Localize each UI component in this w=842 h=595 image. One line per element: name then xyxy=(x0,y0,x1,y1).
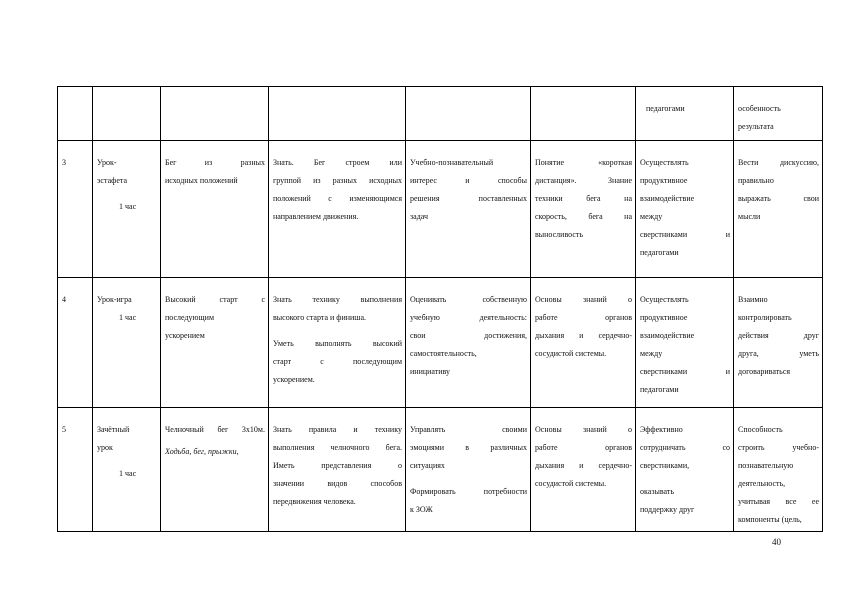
cell-line: свои достижения, xyxy=(410,331,527,340)
cell-line: контролировать xyxy=(738,313,792,322)
cell-content xyxy=(161,408,269,532)
cell-line: продуктивное xyxy=(640,313,688,322)
cell-line: сверстниками и xyxy=(640,230,730,239)
cell-line: техники бега на xyxy=(535,194,632,203)
cell-line: Понятие «короткая xyxy=(535,158,632,167)
cell-regulative xyxy=(734,278,823,408)
cell-lesson xyxy=(93,141,161,278)
cell-line: эстафета xyxy=(97,176,128,185)
cell-communicative xyxy=(636,141,734,278)
cell-personal xyxy=(406,408,531,532)
cell-line: эмоциями в различных xyxy=(410,443,527,452)
cell-lesson xyxy=(93,408,161,532)
cell-line: сосудистой системы. xyxy=(535,479,607,488)
row-number: 5 xyxy=(62,425,66,434)
table-row xyxy=(58,408,823,532)
cell-line: ситуациях xyxy=(410,461,445,470)
cell-line: самостоятельность, xyxy=(410,349,477,358)
cell-line: дыхания и сердечно- xyxy=(535,461,632,470)
cell-content xyxy=(161,87,269,141)
cell-line: Знать. Бег строем или xyxy=(273,158,402,167)
cell-communicative xyxy=(636,278,734,408)
cell-line: сосудистой системы. xyxy=(535,349,607,358)
cell-line: Осуществлять xyxy=(640,295,689,304)
cell-lesson xyxy=(93,87,161,141)
cell-subject xyxy=(269,87,406,141)
cell-line: сверстниками, xyxy=(640,461,690,470)
cell-subject xyxy=(269,141,406,278)
cell-line: сверстниками и xyxy=(640,367,730,376)
cell-line: урок xyxy=(97,443,113,452)
cell-personal xyxy=(406,87,531,141)
cell-line: выполнения челночного бега. xyxy=(273,443,402,452)
cell-content xyxy=(161,141,269,278)
cell-line: дистанция». Знание xyxy=(535,176,632,185)
cell-line: взаимодействие xyxy=(640,331,695,340)
cell-line: положений с изменяющимся xyxy=(273,194,402,203)
cell-line: между xyxy=(640,349,663,358)
cell-line: значении видов способов xyxy=(273,479,402,488)
cell-line: Основы знаний о xyxy=(535,425,632,434)
cell-subject xyxy=(269,408,406,532)
cell-communicative xyxy=(636,408,734,532)
cell-cognitive xyxy=(531,141,636,278)
cell-num xyxy=(58,408,93,532)
cell-line: Оценивать собственную xyxy=(410,295,527,304)
cell-line: задач xyxy=(410,212,429,221)
cell-line: Высокий старт с xyxy=(165,295,265,304)
cell-line: педагогами xyxy=(646,104,685,113)
cell-personal xyxy=(406,278,531,408)
cell-line: поддержку друг xyxy=(640,505,695,514)
cell-line: Учебно-познавательный xyxy=(410,158,494,167)
cell-regulative xyxy=(734,408,823,532)
cell-line: строить учебно- xyxy=(738,443,819,452)
cell-cognitive xyxy=(531,408,636,532)
cell-line: Иметь представления о xyxy=(273,461,402,470)
cell-line: исходных положений xyxy=(165,176,238,185)
cell-line: Способность xyxy=(738,425,783,434)
cell-line: выражать свои xyxy=(738,194,819,203)
cell-line: продуктивное xyxy=(640,176,688,185)
cell-line: 1 час xyxy=(119,313,137,322)
cell-line: деятельность, xyxy=(738,479,786,488)
cell-line: решения поставленных xyxy=(410,194,527,203)
table-row xyxy=(58,278,823,408)
cell-line: Уметь выполнять высокий xyxy=(273,339,402,348)
cell-line: инициативу xyxy=(410,367,451,376)
row-number: 3 xyxy=(62,158,66,167)
cell-num xyxy=(58,278,93,408)
cell-line: мысли xyxy=(738,212,761,221)
cell-line: Челночный бег 3х10м. xyxy=(165,425,265,434)
cell-line: 1 час xyxy=(119,202,137,211)
cell-line: взаимодействие xyxy=(640,194,695,203)
lesson-plan-table xyxy=(57,86,823,532)
cell-line: Урок- xyxy=(97,158,117,167)
cell-line: направлением движения. xyxy=(273,212,359,221)
cell-line: Управлять своими xyxy=(410,425,527,434)
cell-line: компоненты (цель, xyxy=(738,515,802,524)
cell-line: работе органов xyxy=(535,313,632,322)
cell-line: Основы знаний о xyxy=(535,295,632,304)
cell-line: старт с последующим xyxy=(273,357,402,366)
page-number: 40 xyxy=(772,537,781,547)
cell-line: Бег из разных xyxy=(165,158,265,167)
cell-line: особенность xyxy=(738,104,781,113)
cell-line: педагогами xyxy=(640,248,679,257)
cell-line: Знать правила и технику xyxy=(273,425,402,434)
cell-line: договариваться xyxy=(738,367,791,376)
cell-line: педагогами xyxy=(640,385,679,394)
cell-line: сотрудничать со xyxy=(640,443,730,452)
cell-line: учитывая все ее xyxy=(738,497,819,506)
cell-line: Осуществлять xyxy=(640,158,689,167)
cell-line: интерес и способы xyxy=(410,176,527,185)
cell-content xyxy=(161,278,269,408)
cell-line: результата xyxy=(738,122,774,131)
cell-subject xyxy=(269,278,406,408)
cell-line: дыхания и сердечно- xyxy=(535,331,632,340)
cell-personal xyxy=(406,141,531,278)
cell-num xyxy=(58,87,93,141)
cell-line: правильно xyxy=(738,176,774,185)
cell-line: познавательную xyxy=(738,461,794,470)
cell-line: последующим xyxy=(165,313,215,322)
cell-line: ускорением xyxy=(165,331,205,340)
cell-communicative xyxy=(636,87,734,141)
row-number: 4 xyxy=(62,295,66,304)
table-row xyxy=(58,141,823,278)
cell-num xyxy=(58,141,93,278)
table-row xyxy=(58,87,823,141)
cell-line: Урок-игра xyxy=(97,295,132,304)
cell-line: 1 час xyxy=(119,469,137,478)
cell-line: к ЗОЖ xyxy=(410,505,433,514)
cell-line: друга, уметь xyxy=(738,349,819,358)
cell-line: Формировать потребности xyxy=(410,487,527,496)
cell-line: Зачётный xyxy=(97,425,130,434)
cell-line: учебную деятельность: xyxy=(410,313,527,322)
cell-line: между xyxy=(640,212,663,221)
cell-line: Взаимно xyxy=(738,295,768,304)
cell-line: Вести дискуссию, xyxy=(738,158,819,167)
cell-regulative xyxy=(734,141,823,278)
cell-cognitive xyxy=(531,87,636,141)
cell-line: скорость, бега на xyxy=(535,212,632,221)
cell-line: передвижения человека. xyxy=(273,497,356,506)
cell-line: Знать технику выполнения xyxy=(273,295,402,304)
cell-line: Ходьба, бег, прыжки, xyxy=(165,447,239,456)
cell-line: выносливость xyxy=(535,230,584,239)
cell-cognitive xyxy=(531,278,636,408)
cell-line: оказывать xyxy=(640,487,675,496)
cell-line: работе органов xyxy=(535,443,632,452)
cell-line: группой из разных исходных xyxy=(273,176,402,185)
cell-line: ускорением. xyxy=(273,375,315,384)
cell-line: действия друг xyxy=(738,331,819,340)
cell-lesson xyxy=(93,278,161,408)
cell-line: Эффективно xyxy=(640,425,683,434)
cell-line: высокого старта и финиша. xyxy=(273,313,367,322)
cell-regulative xyxy=(734,87,823,141)
